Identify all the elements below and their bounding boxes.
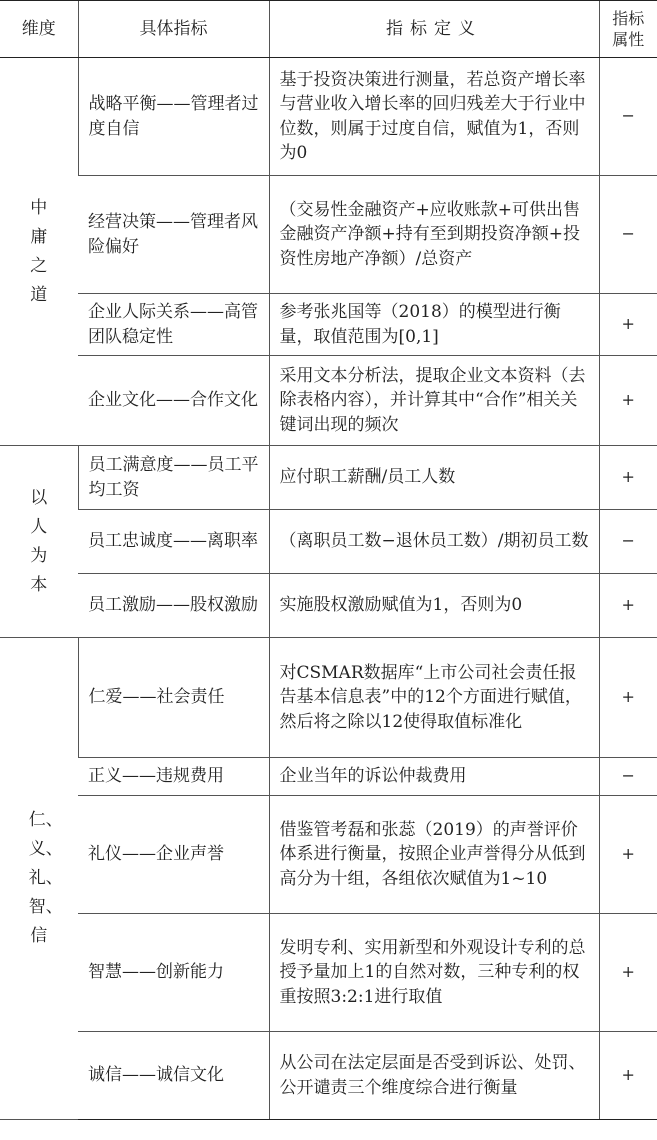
definition-cell: （离职员工数−退休员工数）/期初员工数	[269, 510, 599, 574]
table-row	[0, 510, 657, 574]
attribute-cell: +	[599, 574, 657, 638]
table-row	[0, 1032, 657, 1120]
table-row	[0, 356, 657, 446]
dimension-cell: 仁、义、礼、智、信	[0, 638, 78, 1120]
indicator-cell: 企业人际关系——高管团队稳定性	[78, 294, 269, 356]
table-row	[0, 446, 657, 510]
indicator-cell: 战略平衡——管理者过度自信	[78, 58, 269, 176]
table-row	[0, 574, 657, 638]
attribute-cell: +	[599, 914, 657, 1032]
definition-cell: 实施股权激励赋值为1，否则为0	[269, 574, 599, 638]
definition-cell: 发明专利、实用新型和外观设计专利的总授予量加上1的自然对数，三种专利的权重按照3:2:1进行取值	[269, 914, 599, 1032]
table-row	[0, 638, 657, 758]
definition-cell: 借鉴管考磊和张蕊（2019）的声誉评价体系进行衡量，按照企业声誉得分从低到高分为十组，各组依次赋值为1~10	[269, 796, 599, 914]
attribute-cell: −	[599, 758, 657, 796]
definition-cell: （交易性金融资产+应收账款+可供出售金融资产净额+持有至到期投资净额+投资性房地产净额）/总资产	[269, 176, 599, 294]
table-row	[0, 294, 657, 356]
header-attribute: 指标属性	[599, 1, 657, 58]
attribute-cell: −	[599, 58, 657, 176]
attribute-cell: +	[599, 796, 657, 914]
indicator-cell: 智慧——创新能力	[78, 914, 269, 1032]
definition-cell: 参考张兆国等（2018）的模型进行衡量，取值范围为[0,1]	[269, 294, 599, 356]
attribute-cell: −	[599, 176, 657, 294]
definition-cell: 企业当年的诉讼仲裁费用	[269, 758, 599, 796]
indicator-cell: 正义——违规费用	[78, 758, 269, 796]
header-indicator: 具体指标	[78, 1, 269, 58]
table-row	[0, 796, 657, 914]
table-row	[0, 58, 657, 176]
header-dimension: 维度	[0, 1, 78, 58]
table-row	[0, 176, 657, 294]
definition-cell: 采用文本分析法，提取企业文本资料（去除表格内容），并计算其中“合作”相关关键词出现的频次	[269, 356, 599, 446]
indicator-cell: 员工忠诚度——离职率	[78, 510, 269, 574]
indicator-cell: 仁爱——社会责任	[78, 638, 269, 758]
table-row	[0, 758, 657, 796]
indicator-cell: 礼仪——企业声誉	[78, 796, 269, 914]
indicator-cell: 企业文化——合作文化	[78, 356, 269, 446]
attribute-cell: +	[599, 1032, 657, 1120]
attribute-cell: −	[599, 510, 657, 574]
dimension-cell: 中庸之道	[0, 58, 78, 446]
indicator-cell: 员工激励——股权激励	[78, 574, 269, 638]
definition-cell: 基于投资决策进行测量，若总资产增长率与营业收入增长率的回归残差大于行业中位数，则属于过度自信，赋值为1，否则为0	[269, 58, 599, 176]
indicator-cell: 诚信——诚信文化	[78, 1032, 269, 1120]
table-row	[0, 914, 657, 1032]
indicator-cell: 经营决策——管理者风险偏好	[78, 176, 269, 294]
attribute-cell: +	[599, 446, 657, 510]
attribute-cell: +	[599, 294, 657, 356]
attribute-cell: +	[599, 638, 657, 758]
header-row	[0, 1, 657, 58]
header-definition: 指标定义	[269, 1, 599, 58]
dimension-cell: 以人为本	[0, 446, 78, 638]
indicator-cell: 员工满意度——员工平均工资	[78, 446, 269, 510]
definition-cell: 应付职工薪酬/员工人数	[269, 446, 599, 510]
definition-cell: 对CSMAR数据库“上市公司社会责任报告基本信息表”中的12个方面进行赋值，然后将之除以12使得取值标准化	[269, 638, 599, 758]
definition-cell: 从公司在法定层面是否受到诉讼、处罚、公开谴责三个维度综合进行衡量	[269, 1032, 599, 1120]
attribute-cell: +	[599, 356, 657, 446]
